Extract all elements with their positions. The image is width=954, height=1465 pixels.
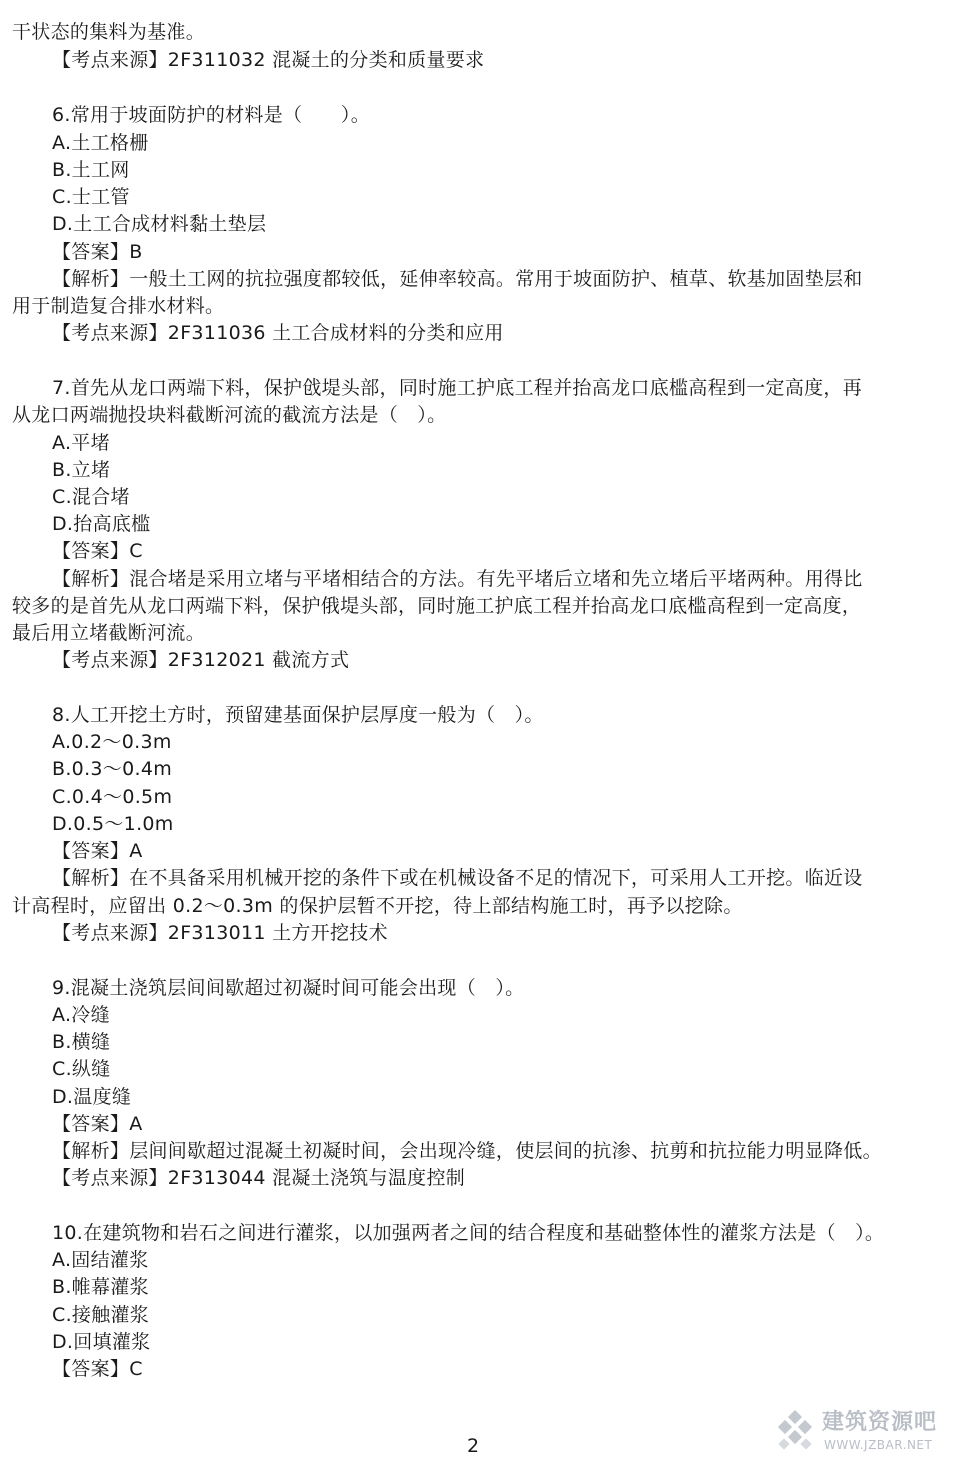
text-line: 【答案】B (52, 241, 143, 263)
text-line: C.混合堵 (52, 486, 130, 508)
text-line: 计高程时，应留出 0.2～0.3m 的保护层暂不开挖，待上部结构施工时，再予以挖除。 (12, 895, 743, 917)
text-line: B.土工网 (52, 159, 130, 181)
text-line: A.0.2～0.3m (52, 731, 172, 753)
text-line: B.立堵 (52, 459, 111, 481)
watermark-url: WWW.JZBAR.NET (824, 1438, 933, 1452)
text-line: 【考点来源】2F311032 混凝土的分类和质量要求 (52, 49, 485, 71)
text-line: B.0.3～0.4m (52, 758, 173, 780)
text-line: B.横缝 (52, 1031, 111, 1053)
text-line: 较多的是首先从龙口两端下料，保护俄堤头部，同时施工护底工程并抬高龙口底槛高程到一定高度， (12, 595, 862, 617)
text-line: D.0.5～1.0m (52, 813, 174, 835)
text-line: 【考点来源】2F313044 混凝土浇筑与温度控制 (52, 1167, 466, 1189)
text-line: A.固结灌浆 (52, 1249, 149, 1271)
text-line: A.土工格栅 (52, 132, 149, 154)
text-line: 最后用立堵截断河流。 (12, 622, 206, 644)
text-line: 【考点来源】2F311036 土工合成材料的分类和应用 (52, 322, 504, 344)
text-line: 6.常用于坡面防护的材料是（ ）。 (52, 104, 371, 126)
diamond-logo-icon (774, 1410, 818, 1454)
text-line: A.平堵 (52, 432, 110, 454)
text-line: 【解析】混合堵是采用立堵与平堵相结合的方法。有先平堵后立堵和先立堵后平堵两种。用得比 (52, 568, 863, 590)
text-line: 8.人工开挖土方时，预留建基面保护层厚度一般为（ ）。 (52, 704, 544, 726)
text-line: 【解析】在不具备采用机械开挖的条件下或在机械设备不足的情况下，可采用人工开挖。临近设 (52, 867, 863, 889)
text-line: 10.在建筑物和岩石之间进行灌浆，以加强两者之间的结合程度和基础整体性的灌浆方法是（ ）。 (52, 1222, 885, 1244)
text-line: D.温度缝 (52, 1086, 132, 1108)
text-line: D.抬高底槛 (52, 513, 151, 535)
text-line: 【答案】C (52, 540, 143, 562)
text-line: 【答案】C (52, 1358, 143, 1380)
text-line: 【解析】一般土工网的抗拉强度都较低，延伸率较高。常用于坡面防护、植草、软基加固垫层和 (52, 268, 863, 290)
text-line: 【答案】A (52, 1113, 143, 1135)
text-line: 【考点来源】2F312021 截流方式 (52, 649, 350, 671)
text-line: C.接触灌浆 (52, 1304, 150, 1326)
text-line: 【答案】A (52, 840, 143, 862)
text-line: 9.混凝土浇筑层间间歇超过初凝时间可能会出现（ ）。 (52, 977, 525, 999)
text-line: C.士工管 (52, 186, 130, 208)
text-line: 用于制造复合排水材料。 (12, 295, 225, 317)
text-line: D.土工合成材料黏土垫层 (52, 213, 267, 235)
text-line: C.纵缝 (52, 1058, 111, 1080)
text-line: A.冷缝 (52, 1004, 110, 1026)
text-line: C.0.4～0.5m (52, 786, 173, 808)
watermark (770, 1408, 950, 1458)
text-line: 从龙口两端抛投块料截断河流的截流方法是（ ）。 (12, 404, 447, 426)
text-line: B.帷幕灌浆 (52, 1276, 149, 1298)
text-line: D.回填灌浆 (52, 1331, 151, 1353)
page-number: 2 (467, 1435, 480, 1457)
text-line: 干状态的集料为基准。 (12, 21, 206, 43)
text-line: 【解析】层间间歇超过混凝土初凝时间，会出现冷缝，使层间的抗渗、抗剪和抗拉能力明显降低。 (52, 1140, 882, 1162)
text-line: 7.首先从龙口两端下料，保护戗堤头部，同时施工护底工程并抬高龙口底槛高程到一定高度，再 (52, 377, 863, 399)
text-line: 【考点来源】2F313011 土方开挖技术 (52, 922, 388, 944)
watermark-name: 建筑资源吧 (822, 1410, 938, 1435)
